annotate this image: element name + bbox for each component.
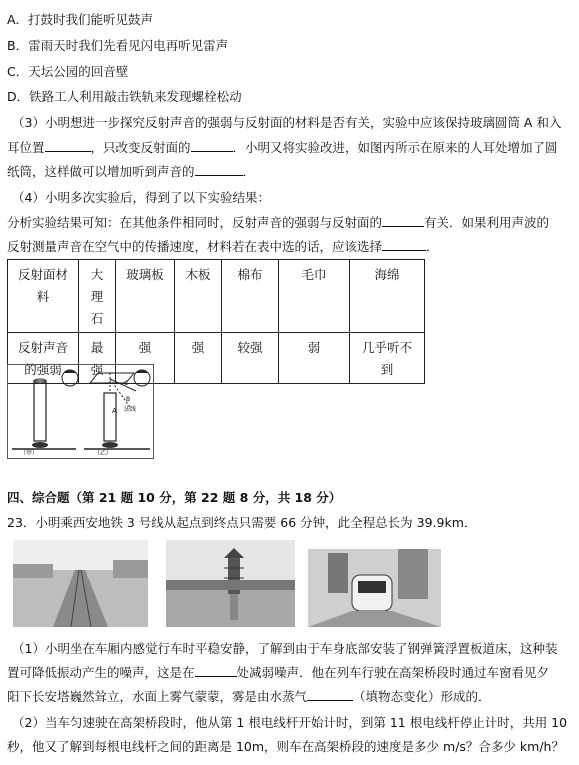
answer-blank[interactable] — [382, 238, 426, 251]
q23-text: 置可降低振动产生的噪声，这是在 — [7, 665, 195, 680]
q4-line-3 — [7, 238, 439, 255]
answer-blank[interactable] — [195, 664, 237, 677]
table-cell: 较强 — [222, 333, 279, 384]
q3-line-3 — [7, 163, 255, 180]
section-title: 四、综合题（第 21 题 10 分，第 22 题 8 分，共 18 分） — [7, 490, 342, 505]
subway-track-photo — [13, 540, 148, 627]
q23-text: 处减弱噪声．他在列车行驶在高架桥段时通过车窗看见夕 — [236, 665, 550, 680]
q3-text: ． — [242, 164, 256, 179]
q23-p1-line-3 — [7, 688, 491, 705]
figure-label-normal: 法线 — [124, 406, 137, 413]
table-cell: 反射声音的强弱 — [8, 333, 79, 384]
option-b: B．雷雨天时我们先看见闪电再听见雷声 — [7, 38, 229, 53]
option-c: C．天坛公园的回音壁 — [7, 64, 129, 79]
q3-text: ．小明又将实验改进，如图丙所示在原来的人耳处增加了圆 — [232, 140, 558, 155]
table-cell: 毛巾 — [279, 260, 350, 333]
table-cell: 反射面材料 — [8, 260, 79, 333]
q23-intro: 23．小明乘西安地铁 3 号线从起点到终点只需要 66 分钟，此全程总长为 39.9km． — [7, 515, 477, 530]
q3-text: 耳位置 — [7, 140, 45, 155]
q3-line-1: （3）小明想进一步探究反射声音的强弱与反射面的材料是否有关，实验中应该保持玻璃圆筒 A 和入 — [12, 115, 562, 130]
q23-p2-line-1: （2）当车匀速驶在高架桥段时，他从第 1 根电线杆开始计时，到第 11 根电线杆停止计时，共用 10 — [12, 715, 568, 730]
figure-label-a: A — [112, 407, 117, 415]
q3-text: ，只改变反射面的 — [90, 140, 191, 155]
q4-text: 反射测量声音在空气中的传播速度，材料若在表中选的话，应该选择 — [7, 239, 383, 254]
q3-text: 纸筒，这样做可以增加听到声音的 — [7, 164, 195, 179]
table-cell: 海绵 — [350, 260, 425, 333]
q23-p1-line-1: （1）小明坐在车厢内感觉行车时平稳安静，了解到由于车身底部安装了钢弹簧浮置板道床，这种装 — [12, 641, 558, 656]
table-cell: 最强 — [79, 333, 116, 384]
answer-blank[interactable] — [45, 139, 91, 152]
table-cell: 几乎听不到 — [350, 333, 425, 384]
q4-line-2 — [7, 214, 549, 231]
chang-an-tower-photo — [166, 540, 295, 627]
q4-line-1: （4）小明多次实验后，得到了以下实验结果： — [12, 190, 270, 205]
table-cell: 木板 — [175, 260, 222, 333]
q23-p2-line-2: 秒，他又了解到每根电线杆之间的距离是 10m，则车在高架桥段的速度是多少 m/s？合多少 km/h？ — [7, 739, 564, 754]
table-cell: 强 — [175, 333, 222, 384]
answer-blank[interactable] — [191, 139, 233, 152]
figure-caption-jia: （甲） — [20, 450, 39, 457]
figure-label-b: B — [126, 396, 131, 403]
q23-text: 阳下长安塔巍然耸立，水面上雾气蒙蒙，雾是由水蒸气 — [7, 689, 308, 704]
q4-text: 有关．如果利用声波的 — [424, 215, 550, 230]
figure-label-c: C — [124, 380, 129, 387]
answer-blank[interactable] — [195, 163, 243, 176]
q4-text: 分析实验结果可知：在其他条件相同时，反射声音的强弱与反射面的 — [7, 215, 383, 230]
table-cell: 大理石 — [79, 260, 116, 333]
q23-text: （填物态变化）形成的． — [353, 689, 491, 704]
option-d: D．铁路工人利用敲击铁轨来发现螺栓松动 — [7, 89, 242, 104]
figure-caption-yi: （乙） — [94, 450, 113, 457]
q4-text: ． — [426, 239, 439, 254]
option-a: A．打鼓时我们能听见鼓声 — [7, 12, 154, 27]
table-cell: 强 — [116, 333, 175, 384]
q3-line-2 — [7, 139, 558, 156]
table-cell: 玻璃板 — [116, 260, 175, 333]
q23-p1-line-2 — [7, 664, 549, 681]
table-cell: 弱 — [279, 333, 350, 384]
experiment-figure — [7, 364, 154, 459]
experiment-diagram — [8, 365, 153, 458]
metro-train-photo — [308, 549, 441, 627]
answer-blank[interactable] — [382, 214, 424, 227]
table-row — [8, 260, 425, 333]
answer-blank[interactable] — [307, 688, 353, 701]
table-cell: 棉布 — [222, 260, 279, 333]
